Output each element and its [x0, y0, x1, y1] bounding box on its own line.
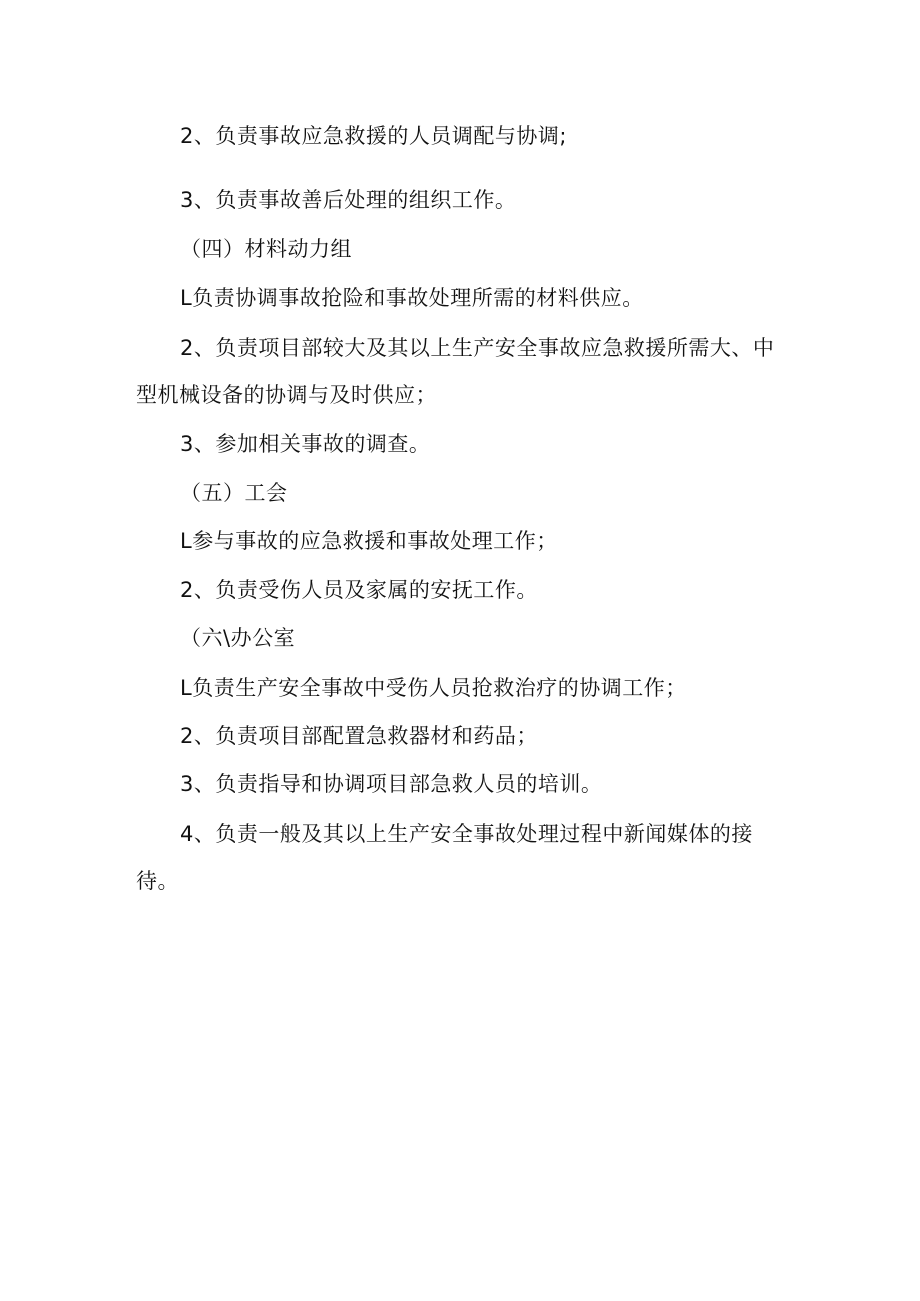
duty-line: 4、负责一般及其以上生产安全事故处理过程中新闻媒体的接 — [180, 822, 753, 846]
duty-line: 2、负责项目部配置急救器材和药品； — [180, 724, 538, 748]
duty-line: 2、负责事故应急救援的人员调配与协调; — [180, 124, 567, 148]
section-heading: （六\办公室 — [180, 626, 296, 650]
duty-line-continuation: 型机械设备的协调与及时供应； — [136, 383, 437, 407]
duty-line: 3、负责指导和协调项目部急救人员的培训。 — [180, 772, 603, 796]
duty-line-continuation: 待。 — [136, 869, 179, 893]
duty-line: L负责协调事故抢险和事故处理所需的材料供应。 — [180, 286, 644, 310]
duty-line: 3、负责事故善后处理的组织工作。 — [180, 188, 517, 212]
duty-line: 2、负责项目部较大及其以上生产安全事故应急救援所需大、中 — [180, 336, 775, 360]
duty-line: L参与事故的应急救援和事故处理工作； — [180, 529, 558, 553]
duty-line: 3、参加相关事故的调查。 — [180, 432, 431, 456]
duty-line: L负责生产安全事故中受伤人员抢救治疗的协调工作； — [180, 676, 687, 700]
section-heading: （五）工会 — [180, 481, 288, 505]
duty-line: 2、负责受伤人员及家属的安抚工作。 — [180, 578, 538, 602]
section-heading: （四）材料动力组 — [180, 237, 352, 261]
